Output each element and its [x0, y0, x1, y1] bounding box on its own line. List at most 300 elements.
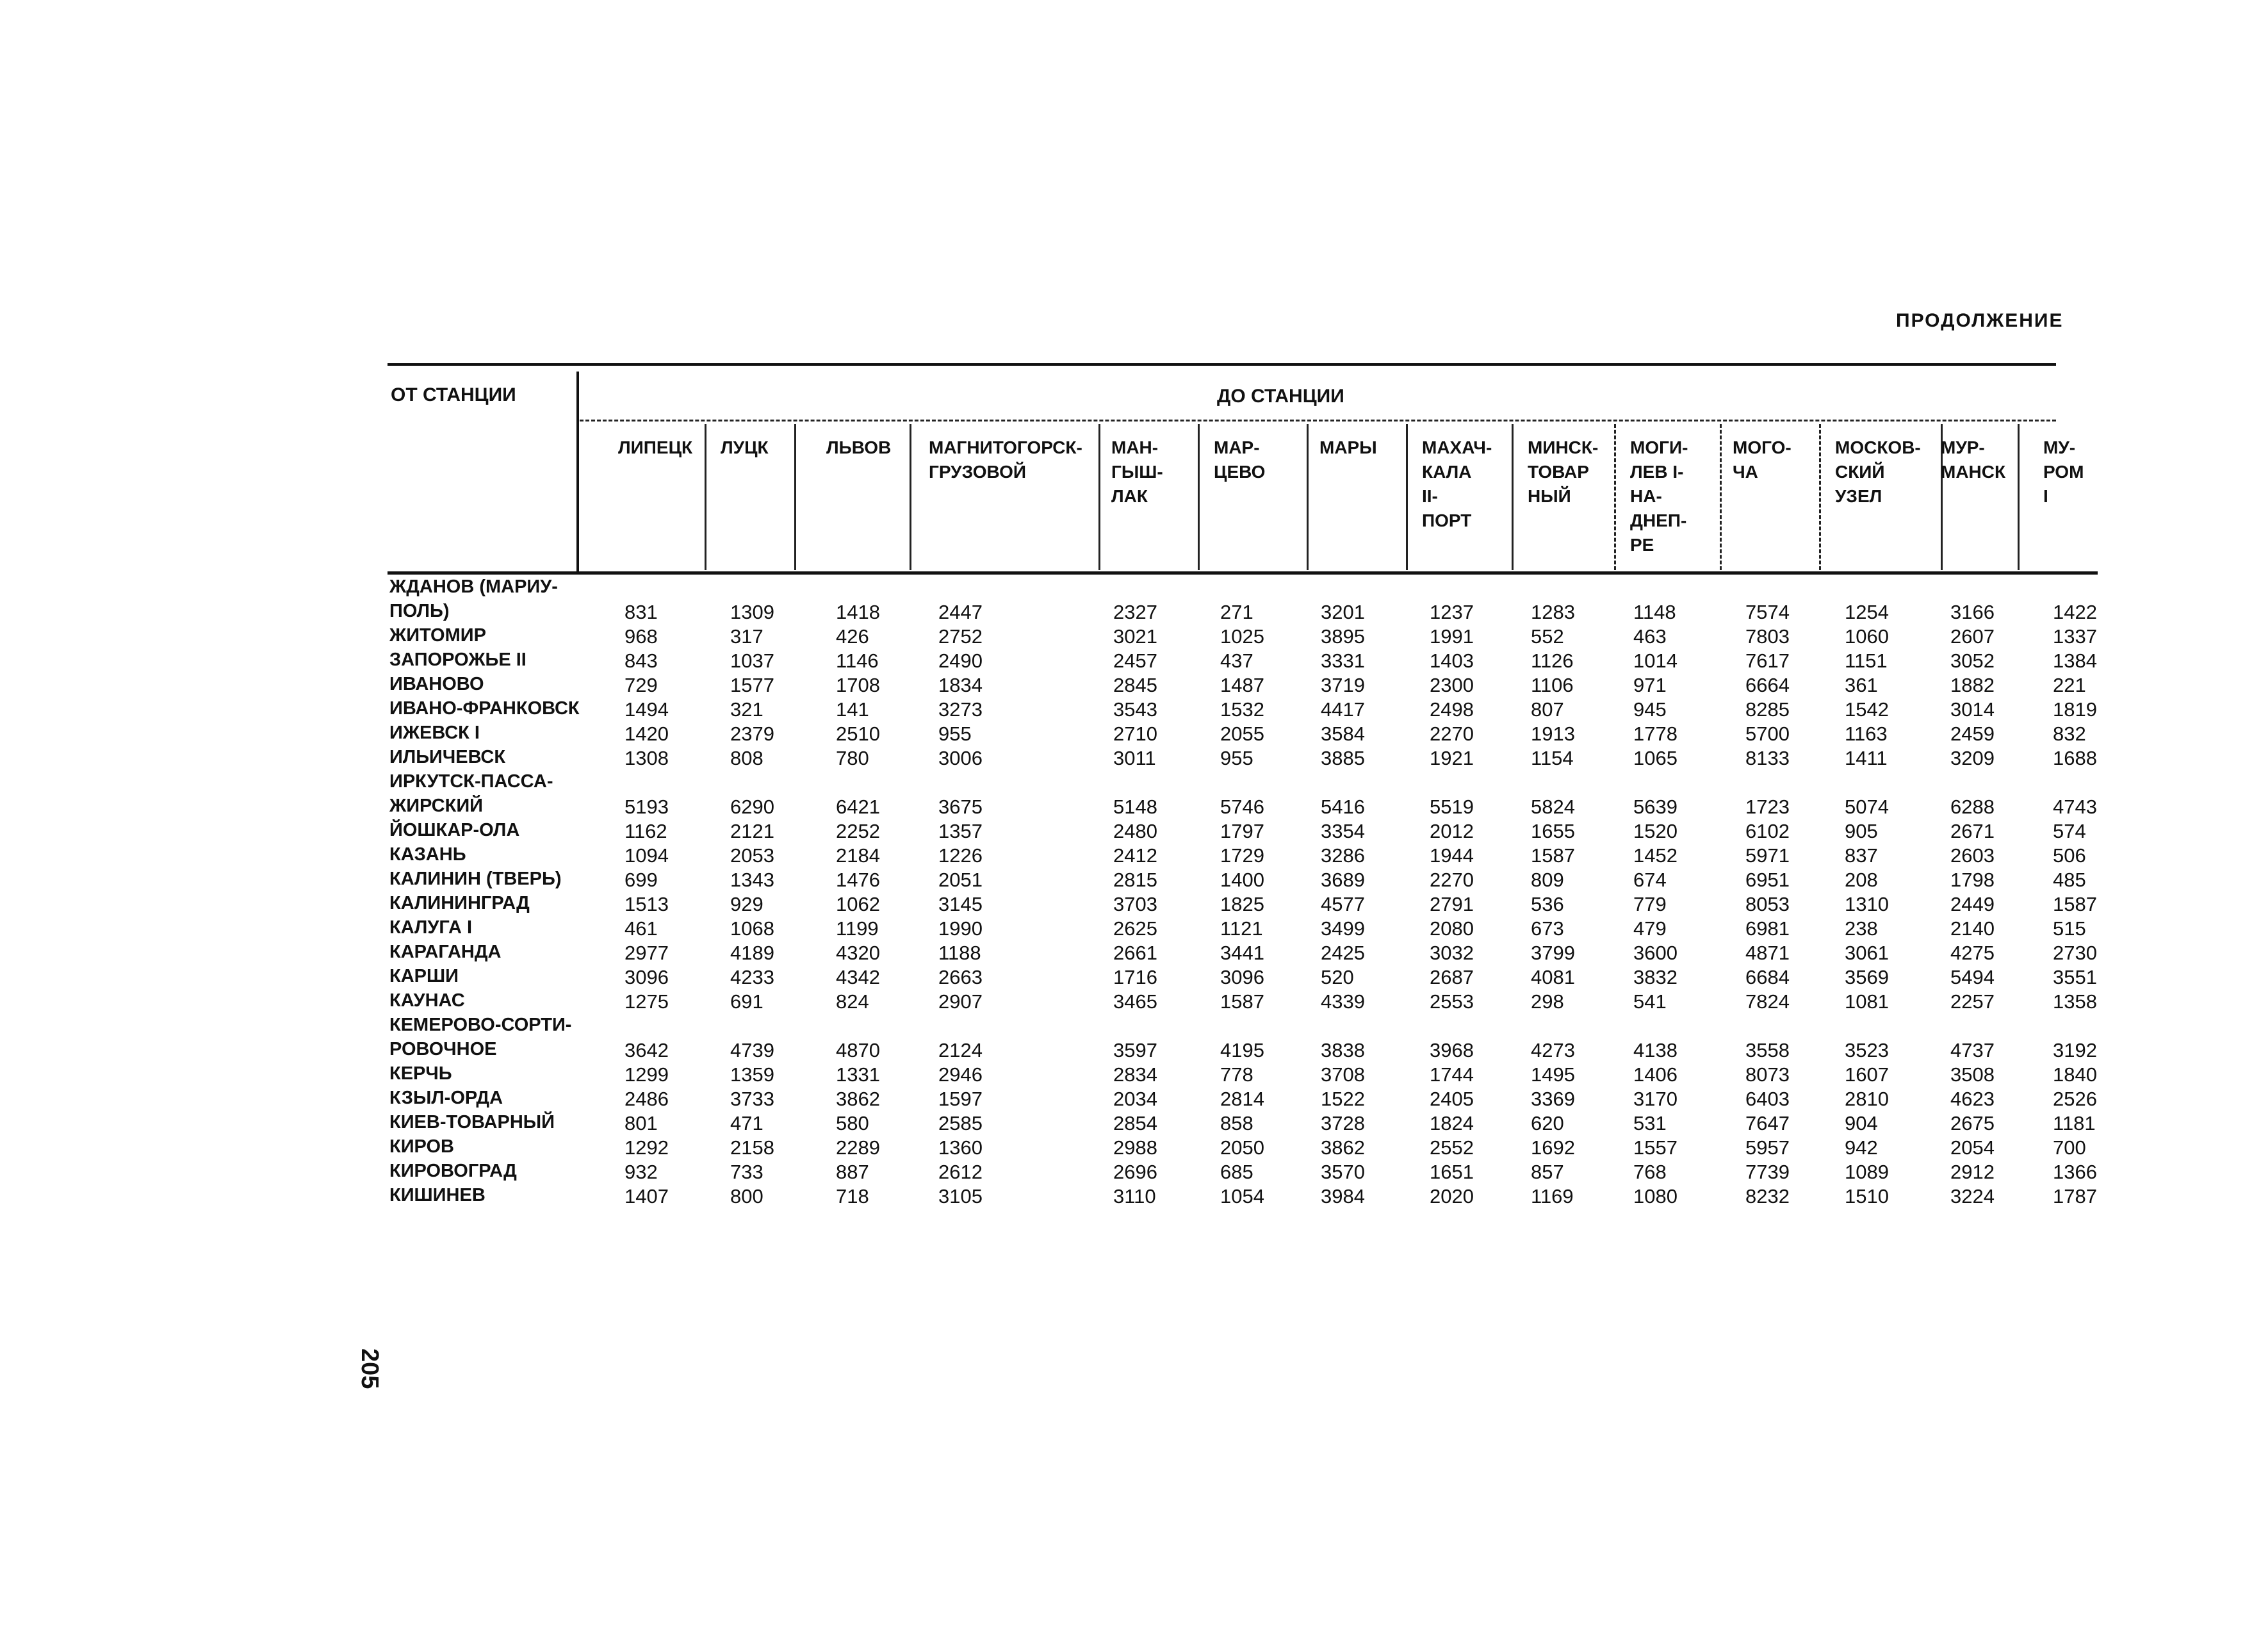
distance-cell: 1181 [2053, 1112, 2096, 1134]
distance-cell: 3224 [1950, 1185, 1995, 1207]
distance-cell: 4138 [1633, 1039, 1677, 1061]
distance-cell: 3895 [1321, 625, 1365, 648]
distance-cell: 3703 [1113, 893, 1157, 915]
distance-cell: 2988 [1113, 1136, 1157, 1159]
distance-cell: 2289 [836, 1136, 880, 1159]
column-separator [705, 424, 706, 570]
distance-cell: 1557 [1633, 1136, 1677, 1159]
distance-cell: 6403 [1745, 1088, 1790, 1110]
column-separator [1512, 424, 1514, 570]
distance-cell: 1357 [938, 820, 983, 842]
distance-cell: 3014 [1950, 698, 1995, 721]
distance-cell: 1343 [730, 869, 774, 891]
distance-cell: 3597 [1113, 1039, 1157, 1061]
distance-cell: 1359 [730, 1063, 774, 1086]
destination-header: МАГНИТОГОРСК- ГРУЗОВОЙ [929, 438, 1082, 482]
distance-cell: 2612 [938, 1161, 983, 1183]
distance-cell: 674 [1633, 869, 1667, 891]
distance-cell: 5193 [624, 796, 669, 818]
distance-cell: 271 [1220, 601, 1253, 623]
distance-cell: 3006 [938, 747, 983, 769]
distance-cell: 887 [836, 1161, 869, 1183]
distance-cell: 1476 [836, 869, 880, 891]
distance-cell: 7739 [1745, 1161, 1790, 1183]
distance-cell: 6102 [1745, 820, 1790, 842]
distance-cell: 3523 [1845, 1039, 1889, 1061]
destination-header: ЛИПЕЦК [618, 438, 693, 457]
distance-cell: 733 [730, 1161, 763, 1183]
origin-station: КАРАГАНДА [389, 942, 502, 962]
origin-station: ЗАПОРОЖЬЕ II [389, 650, 526, 670]
origin-station: ЖИТОМИР [389, 625, 486, 646]
distance-cell: 5957 [1745, 1136, 1790, 1159]
distance-cell: 968 [624, 625, 658, 648]
distance-cell: 832 [2053, 723, 2086, 745]
distance-cell: 2585 [938, 1112, 983, 1134]
distance-cell: 8232 [1745, 1185, 1790, 1207]
origin-station: КЕРЧЬ [389, 1063, 452, 1084]
distance-cell: 4275 [1950, 942, 1995, 964]
distance-cell: 2121 [730, 820, 774, 842]
distance-cell: 1384 [2053, 650, 2097, 672]
distance-cell: 3862 [1321, 1136, 1365, 1159]
distance-cell: 1797 [1220, 820, 1264, 842]
distance-cell: 1037 [730, 650, 774, 672]
distance-cell: 824 [836, 990, 869, 1013]
distance-cell: 3570 [1321, 1161, 1365, 1183]
distance-cell: 3465 [1113, 990, 1157, 1013]
column-separator [1098, 424, 1100, 570]
distance-cell: 2449 [1950, 893, 1995, 915]
distance-cell: 905 [1845, 820, 1878, 842]
distance-cell: 2050 [1220, 1136, 1264, 1159]
distance-cell: 531 [1633, 1112, 1667, 1134]
distance-cell: 858 [1220, 1112, 1253, 1134]
distance-cell: 2912 [1950, 1161, 1995, 1183]
distance-cell: 691 [730, 990, 763, 1013]
destination-header: МАРЫ [1319, 438, 1377, 457]
distance-cell: 1162 [624, 820, 667, 842]
distance-cell: 5494 [1950, 966, 1995, 988]
distance-cell: 837 [1845, 844, 1878, 867]
distance-cell: 3600 [1633, 942, 1677, 964]
distance-cell: 4342 [836, 966, 880, 988]
distance-cell: 1494 [624, 698, 669, 721]
distance-cell: 208 [1845, 869, 1878, 891]
distance-cell: 3508 [1950, 1063, 1995, 1086]
distance-cell: 1882 [1950, 674, 1995, 696]
distance-cell: 2405 [1430, 1088, 1474, 1110]
destination-header: МОГИ- ЛЕВ I- НА- ДНЕП- РЕ [1630, 438, 1688, 555]
distance-cell: 3369 [1531, 1088, 1575, 1110]
distance-cell: 3719 [1321, 674, 1365, 696]
distance-cell: 2412 [1113, 844, 1157, 867]
distance-cell: 2054 [1950, 1136, 1995, 1159]
distance-cell: 2053 [730, 844, 774, 867]
distance-cell: 8133 [1745, 747, 1790, 769]
distance-cell: 2257 [1950, 990, 1995, 1013]
destination-header: МАН- ГЫШ- ЛАК [1111, 438, 1163, 506]
distance-cell: 2270 [1430, 723, 1474, 745]
distance-cell: 3551 [2053, 966, 2097, 988]
distance-cell: 1418 [836, 601, 880, 623]
from-station-header: ОТ СТАНЦИИ [391, 384, 516, 405]
distance-cell: 1065 [1633, 747, 1677, 769]
distance-cell: 1577 [730, 674, 774, 696]
distance-cell: 1522 [1321, 1088, 1365, 1110]
origin-station: ИВАНО-ФРАНКОВСК [389, 698, 580, 719]
distance-cell: 1607 [1845, 1063, 1889, 1086]
distance-cell: 2486 [624, 1088, 669, 1110]
distance-cell: 801 [624, 1112, 658, 1134]
distance-cell: 238 [1845, 917, 1878, 940]
distance-cell: 3499 [1321, 917, 1365, 940]
distance-cell: 580 [836, 1112, 869, 1134]
distance-cell: 700 [2053, 1136, 2086, 1159]
distance-cell: 2553 [1430, 990, 1474, 1013]
distance-cell: 1688 [2053, 747, 2097, 769]
distance-cell: 2327 [1113, 601, 1157, 623]
distance-cell: 3021 [1113, 625, 1157, 648]
distance-cell: 1403 [1430, 650, 1474, 672]
distance-cell: 8073 [1745, 1063, 1790, 1086]
page-number: 205 [356, 1348, 383, 1389]
distance-cell: 4195 [1220, 1039, 1264, 1061]
distance-cell: 3441 [1220, 942, 1264, 964]
distance-cell: 831 [624, 601, 658, 623]
distance-cell: 1452 [1633, 844, 1677, 867]
distance-cell: 4189 [730, 942, 774, 964]
distance-cell: 2480 [1113, 820, 1157, 842]
distance-cell: 4737 [1950, 1039, 1995, 1061]
column-separator [1720, 424, 1722, 570]
header-divider [576, 372, 579, 571]
distance-cell: 3331 [1321, 650, 1365, 672]
origin-station: КИРОВ [389, 1136, 455, 1157]
distance-cell: 536 [1531, 893, 1564, 915]
distance-cell: 1360 [938, 1136, 983, 1159]
distance-cell: 1651 [1430, 1161, 1474, 1183]
distance-cell: 955 [938, 723, 972, 745]
origin-station: КИЕВ-ТОВАРНЫЙ [389, 1112, 555, 1133]
distance-cell: 1080 [1633, 1185, 1677, 1207]
distance-cell: 729 [624, 674, 658, 696]
distance-cell: 2158 [730, 1136, 774, 1159]
distance-cell: 1148 [1633, 601, 1676, 623]
distance-cell: 1400 [1220, 869, 1264, 891]
distance-cell: 7803 [1745, 625, 1790, 648]
table-top-rule [388, 363, 2056, 366]
distance-cell: 1825 [1220, 893, 1264, 915]
distance-cell: 3799 [1531, 942, 1575, 964]
distance-cell: 1310 [1845, 893, 1889, 915]
distance-cell: 1089 [1845, 1161, 1889, 1183]
distance-cell: 2815 [1113, 869, 1157, 891]
destination-header: МАХАЧ- КАЛА II- ПОРТ [1422, 438, 1492, 530]
distance-cell: 1146 [836, 650, 879, 672]
distance-cell: 673 [1531, 917, 1564, 940]
column-separator [1614, 424, 1616, 570]
distance-cell: 3201 [1321, 601, 1365, 623]
distance-cell: 955 [1220, 747, 1253, 769]
distance-cell: 3286 [1321, 844, 1365, 867]
destination-header: МОСКОВ- СКИЙ УЗЕЛ [1835, 438, 1921, 506]
distance-cell: 6421 [836, 796, 880, 818]
distance-cell: 857 [1531, 1161, 1564, 1183]
origin-station: КЕМЕРОВО-СОРТИ- РОВОЧНОЕ [389, 1015, 572, 1059]
distance-cell: 2710 [1113, 723, 1157, 745]
distance-cell: 809 [1531, 869, 1564, 891]
distance-cell: 5700 [1745, 723, 1790, 745]
distance-cell: 1292 [624, 1136, 669, 1159]
distance-cell: 321 [730, 698, 763, 721]
distance-cell: 4339 [1321, 990, 1365, 1013]
distance-cell: 3166 [1950, 601, 1995, 623]
distance-cell: 4417 [1321, 698, 1365, 721]
distance-cell: 807 [1531, 698, 1564, 721]
distance-cell: 5824 [1531, 796, 1575, 818]
distance-cell: 1787 [2053, 1185, 2097, 1207]
distance-cell: 1655 [1531, 820, 1575, 842]
distance-cell: 1840 [2053, 1063, 2097, 1086]
distance-cell: 1420 [624, 723, 669, 745]
distance-cell: 3675 [938, 796, 983, 818]
origin-station: КАЗАНЬ [389, 844, 466, 865]
distance-cell: 1299 [624, 1063, 669, 1086]
distance-cell: 2977 [624, 942, 669, 964]
origin-station: ЙОШКАР-ОЛА [389, 820, 520, 840]
distance-cell: 1025 [1220, 625, 1264, 648]
distance-cell: 461 [624, 917, 658, 940]
distance-cell: 3832 [1633, 966, 1677, 988]
destination-header: МАР- ЦЕВО [1214, 438, 1266, 482]
distance-cell: 6290 [730, 796, 774, 818]
header-dashed-rule [580, 420, 2056, 421]
distance-cell: 2459 [1950, 723, 1995, 745]
distance-cell: 3543 [1113, 698, 1157, 721]
distance-cell: 808 [730, 747, 763, 769]
distance-cell: 3192 [2053, 1039, 2097, 1061]
distance-cell: 1990 [938, 917, 983, 940]
distance-cell: 5746 [1220, 796, 1264, 818]
distance-cell: 5519 [1430, 796, 1474, 818]
distance-cell: 2051 [938, 869, 983, 891]
distance-cell: 1309 [730, 601, 774, 623]
distance-cell: 3584 [1321, 723, 1365, 745]
origin-station: ЖДАНОВ (МАРИУ- ПОЛЬ) [389, 577, 558, 621]
distance-cell: 3052 [1950, 650, 1995, 672]
distance-cell: 971 [1633, 674, 1667, 696]
distance-cell: 2946 [938, 1063, 983, 1086]
distance-cell: 7617 [1745, 650, 1790, 672]
distance-cell: 2034 [1113, 1088, 1157, 1110]
distance-cell: 463 [1633, 625, 1667, 648]
column-separator [1198, 424, 1200, 570]
column-separator [794, 424, 796, 570]
distance-cell: 515 [2053, 917, 2086, 940]
distance-cell: 4233 [730, 966, 774, 988]
distance-cell: 1331 [836, 1063, 880, 1086]
distance-cell: 945 [1633, 698, 1667, 721]
distance-cell: 904 [1845, 1112, 1878, 1134]
distance-cell: 1778 [1633, 723, 1677, 745]
column-separator [2018, 424, 2020, 570]
origin-station: ИВАНОВО [389, 674, 484, 694]
distance-cell: 3558 [1745, 1039, 1790, 1061]
distance-cell: 3885 [1321, 747, 1365, 769]
distance-cell: 2425 [1321, 942, 1365, 964]
origin-station: КИШИНЕВ [389, 1185, 486, 1206]
origin-station: КАЛУГА I [389, 917, 473, 938]
distance-cell: 6684 [1745, 966, 1790, 988]
column-separator [1819, 424, 1821, 570]
distance-cell: 2379 [730, 723, 774, 745]
distance-cell: 221 [2053, 674, 2086, 696]
distance-cell: 426 [836, 625, 869, 648]
distance-cell: 780 [836, 747, 869, 769]
distance-cell: 1692 [1531, 1136, 1575, 1159]
distance-cell: 485 [2053, 869, 2086, 891]
distance-cell: 1062 [836, 893, 880, 915]
distance-cell: 317 [730, 625, 763, 648]
column-separator [1406, 424, 1408, 570]
distance-cell: 1188 [938, 942, 981, 964]
distance-cell: 6664 [1745, 674, 1790, 696]
distance-cell: 3689 [1321, 869, 1365, 891]
distance-cell: 3569 [1845, 966, 1889, 988]
distance-cell: 2752 [938, 625, 983, 648]
distance-cell: 506 [2053, 844, 2086, 867]
distance-cell: 1358 [2053, 990, 2097, 1013]
origin-station: ИРКУТСК-ПАССА- ЖИРСКИЙ [389, 771, 553, 816]
distance-cell: 2607 [1950, 625, 1995, 648]
distance-cell: 1597 [938, 1088, 983, 1110]
distance-cell: 574 [2053, 820, 2086, 842]
distance-cell: 4081 [1531, 966, 1575, 988]
distance-cell: 2791 [1430, 893, 1474, 915]
distance-cell: 2625 [1113, 917, 1157, 940]
distance-cell: 800 [730, 1185, 763, 1207]
destination-header: ЛЬВОВ [826, 438, 892, 457]
distance-cell: 929 [730, 893, 763, 915]
distance-cell: 3145 [938, 893, 983, 915]
distance-cell: 3273 [938, 698, 983, 721]
distance-cell: 2907 [938, 990, 983, 1013]
distance-cell: 1406 [1633, 1063, 1677, 1086]
distance-cell: 3733 [730, 1088, 774, 1110]
distance-cell: 2457 [1113, 650, 1157, 672]
distance-cell: 8285 [1745, 698, 1790, 721]
distance-cell: 1716 [1113, 966, 1157, 988]
origin-station: ИЛЬИЧЕВСК [389, 747, 506, 767]
distance-cell: 1169 [1531, 1185, 1574, 1207]
distance-cell: 1237 [1430, 601, 1474, 623]
distance-cell: 2687 [1430, 966, 1474, 988]
distance-cell: 2140 [1950, 917, 1995, 940]
distance-cell: 3061 [1845, 942, 1889, 964]
distance-cell: 3728 [1321, 1112, 1365, 1134]
distance-cell: 4871 [1745, 942, 1790, 964]
distance-cell: 1587 [1531, 844, 1575, 867]
distance-cell: 2510 [836, 723, 880, 745]
distance-cell: 1532 [1220, 698, 1264, 721]
distance-cell: 779 [1633, 893, 1667, 915]
distance-cell: 2498 [1430, 698, 1474, 721]
distance-cell: 3096 [1220, 966, 1264, 988]
distance-cell: 4320 [836, 942, 880, 964]
distance-cell: 1094 [624, 844, 669, 867]
to-station-header: ДО СТАНЦИИ [1217, 386, 1344, 407]
distance-cell: 1283 [1531, 601, 1575, 623]
distance-cell: 2490 [938, 650, 983, 672]
distance-cell: 685 [1220, 1161, 1253, 1183]
distance-cell: 1587 [1220, 990, 1264, 1013]
distance-cell: 2696 [1113, 1161, 1157, 1183]
continuation-label: ПРОДОЛЖЕНИЕ [1896, 310, 2064, 331]
distance-cell: 3838 [1321, 1039, 1365, 1061]
distance-cell: 3110 [1113, 1185, 1156, 1207]
distance-cell: 1081 [1845, 990, 1889, 1013]
distance-cell: 1520 [1633, 820, 1677, 842]
destination-header: ЛУЦК [721, 438, 769, 457]
distance-cell: 1054 [1220, 1185, 1264, 1207]
distance-cell: 1068 [730, 917, 774, 940]
distance-cell: 1151 [1845, 650, 1888, 672]
distance-cell: 2845 [1113, 674, 1157, 696]
distance-cell: 1275 [624, 990, 669, 1013]
distance-cell: 1542 [1845, 698, 1889, 721]
distance-cell: 2671 [1950, 820, 1995, 842]
distance-cell: 6288 [1950, 796, 1995, 818]
destination-header: МОГО- ЧА [1733, 438, 1792, 482]
distance-cell: 1723 [1745, 796, 1790, 818]
distance-cell: 5971 [1745, 844, 1790, 867]
distance-cell: 520 [1321, 966, 1354, 988]
distance-cell: 4577 [1321, 893, 1365, 915]
distance-cell: 1121 [1220, 917, 1263, 940]
distance-cell: 141 [836, 698, 869, 721]
table-header-rule [388, 571, 2098, 575]
distance-cell: 2814 [1220, 1088, 1264, 1110]
distance-cell: 5148 [1113, 796, 1157, 818]
distance-cell: 1126 [1531, 650, 1574, 672]
distance-cell: 2447 [938, 601, 983, 623]
distance-cell: 3984 [1321, 1185, 1365, 1207]
distance-cell: 2552 [1430, 1136, 1474, 1159]
distance-cell: 1921 [1430, 747, 1474, 769]
distance-cell: 479 [1633, 917, 1667, 940]
distance-cell: 1163 [1845, 723, 1888, 745]
distance-cell: 3011 [1113, 747, 1156, 769]
destination-header: МУР- МАНСК [1941, 438, 2006, 482]
distance-cell: 1819 [2053, 698, 2097, 721]
distance-cell: 2730 [2053, 942, 2097, 964]
distance-cell: 843 [624, 650, 658, 672]
distance-cell: 471 [730, 1112, 763, 1134]
distance-cell: 2526 [2053, 1088, 2097, 1110]
distance-cell: 4623 [1950, 1088, 1995, 1110]
distance-cell: 1587 [2053, 893, 2097, 915]
distance-cell: 437 [1220, 650, 1253, 672]
distance-cell: 2055 [1220, 723, 1264, 745]
distance-cell: 2854 [1113, 1112, 1157, 1134]
origin-station: КАРШИ [389, 966, 459, 986]
distance-cell: 1106 [1531, 674, 1574, 696]
distance-cell: 4273 [1531, 1039, 1575, 1061]
distance-cell: 4743 [2053, 796, 2097, 818]
column-separator [1307, 424, 1309, 570]
distance-cell: 620 [1531, 1112, 1564, 1134]
